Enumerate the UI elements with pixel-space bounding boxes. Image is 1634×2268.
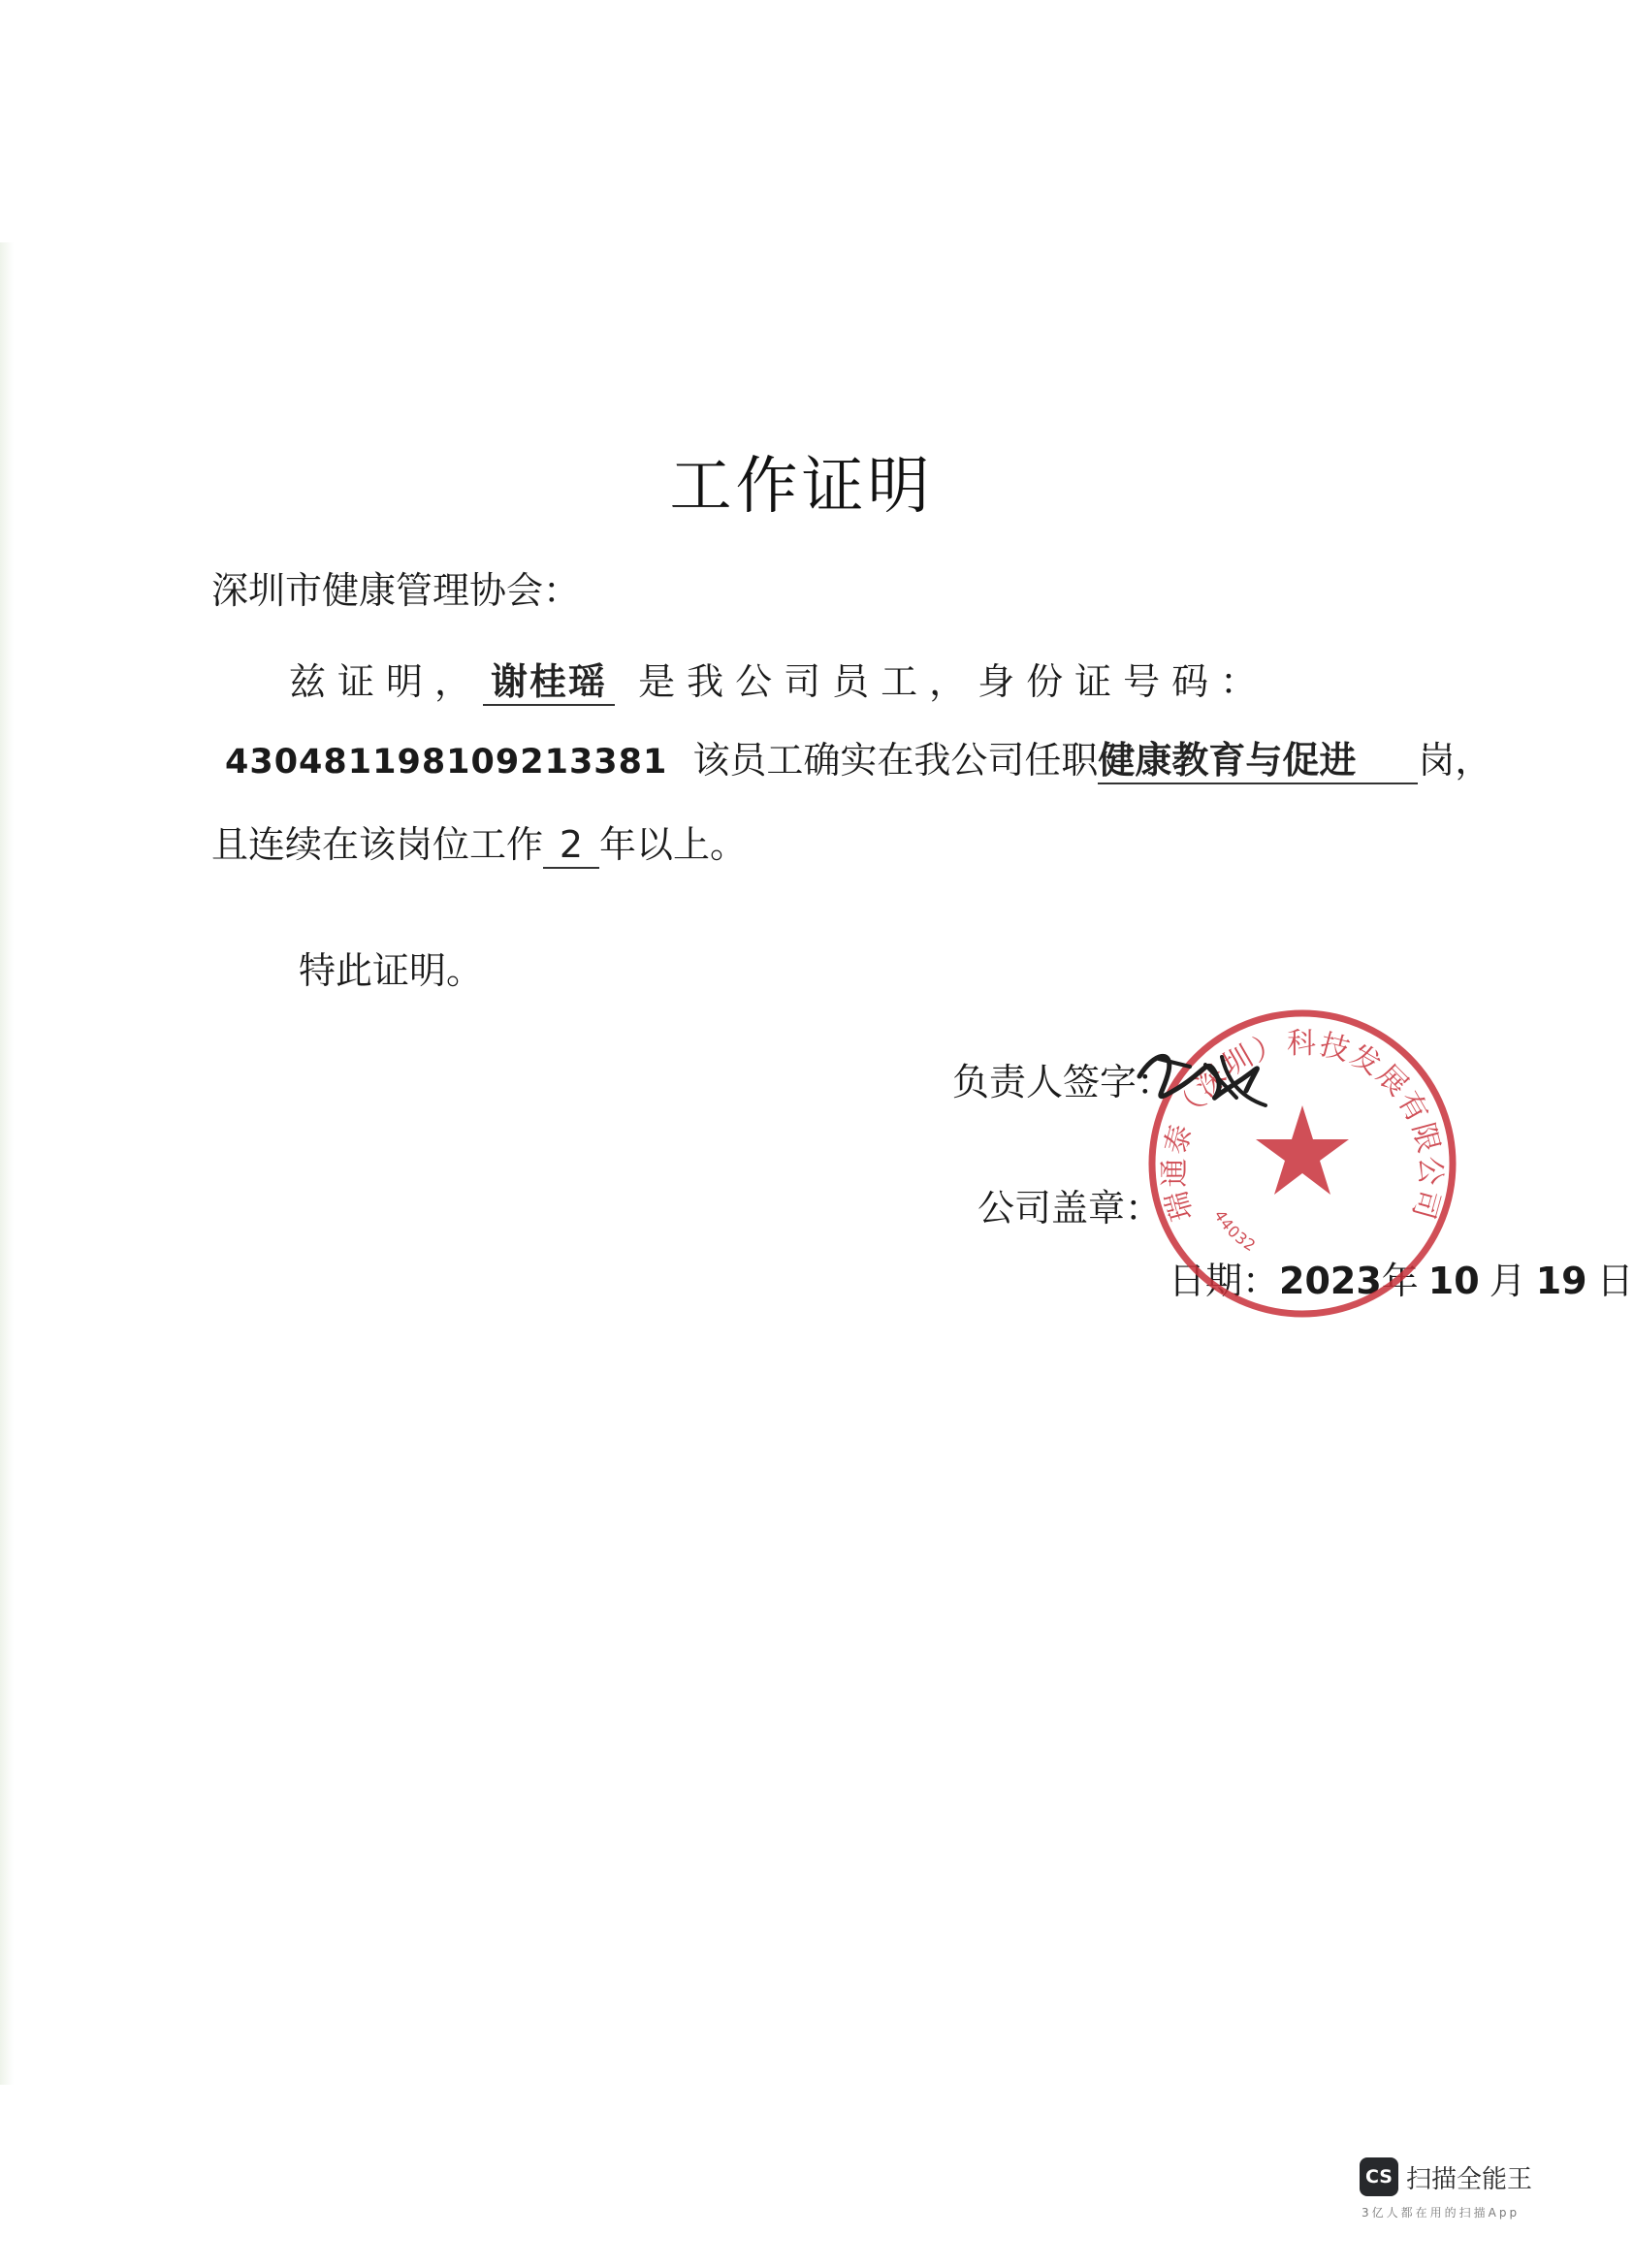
closing-statement: 特此证明。: [299, 949, 484, 992]
seal-star-icon: [1256, 1105, 1349, 1195]
intro-text: 兹证明，: [289, 660, 484, 703]
date-day: 19: [1535, 1260, 1587, 1302]
date-day-unit: 日: [1596, 1260, 1634, 1302]
scanner-slogan: 3亿人都在用的扫描App: [1362, 2206, 1521, 2220]
seal-label: 公司盖章：: [977, 1187, 1163, 1230]
date-month-unit: 月: [1489, 1260, 1526, 1302]
duration-prefix: 且连续在该岗位工作: [211, 823, 544, 866]
handwritten-signature: [1130, 1038, 1275, 1115]
after-name-text: 是我公司员工，身份证号码：: [638, 660, 1269, 703]
employee-name: 谢桂瑶: [483, 661, 615, 706]
certify-line-2: [225, 730, 1491, 784]
signature-label: 负责人签字：: [952, 1061, 1174, 1103]
scanner-watermark: [1360, 2156, 1544, 2223]
duration-suffix: 年以上。: [599, 823, 748, 866]
certify-line-3: [211, 815, 747, 869]
position-name: 健康教育与促进: [1098, 740, 1418, 784]
certify-line-1: [289, 652, 1268, 706]
post-suffix: 岗，: [1418, 739, 1492, 782]
scanner-app-name: 扫描全能王: [1406, 2165, 1533, 2194]
date-month: 10: [1427, 1260, 1480, 1302]
date-year-unit: 年: [1381, 1260, 1419, 1302]
seal-code: 44032: [1210, 1206, 1260, 1256]
id-number: 430481198109213381: [225, 743, 668, 782]
employment-text: 该员工确实在我公司任职: [692, 739, 1099, 782]
seal-company-name: 瑞通泰（深圳）科技发展有限公司: [1157, 1026, 1448, 1225]
years-value: 2: [543, 824, 599, 869]
date-label: 日期：: [1169, 1260, 1280, 1302]
camscanner-logo-icon: CS: [1360, 2157, 1398, 2196]
document-title: 工作证明: [669, 451, 934, 523]
date-year: 2023: [1279, 1260, 1382, 1302]
addressee: 深圳市健康管理协会：: [211, 569, 581, 612]
